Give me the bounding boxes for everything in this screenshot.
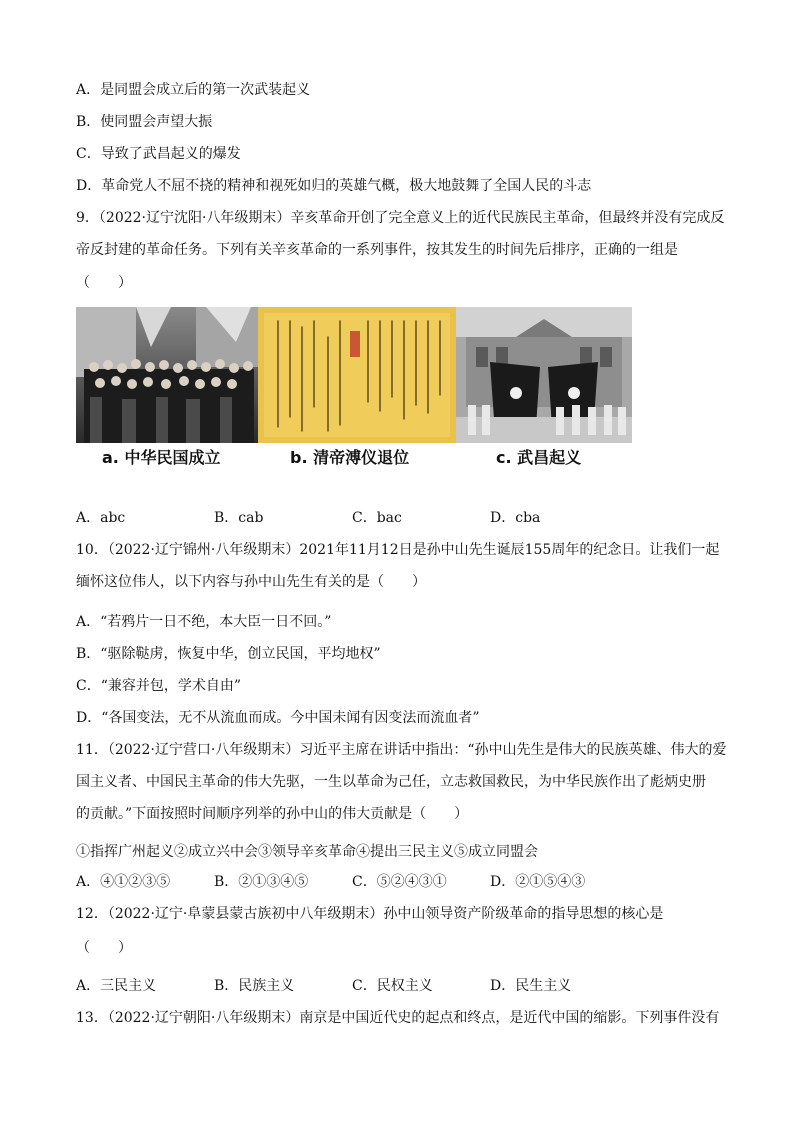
q11-option-b: B．②①③④⑤: [214, 874, 309, 890]
caption-b: b. 清帝溥仪退位: [290, 448, 410, 467]
q12-option-b: B．民族主义: [214, 978, 295, 994]
caption-a: a. 中华民国成立: [102, 448, 221, 467]
q9-photo-strip: [76, 307, 632, 445]
q12-answer-blank: （ ）: [76, 940, 132, 956]
q11-stem-line2: 国主义者、中国民主革命的伟大先驱，一生以革命为己任，立志救国救民，为中华民族作出了彪炳史册: [76, 774, 706, 790]
q9-option-c: C．bac: [352, 510, 402, 526]
q8-option-b: B．使同盟会声望大振: [76, 114, 213, 130]
caption-c: c. 武昌起义: [496, 448, 582, 467]
q9-option-d: D．cba: [490, 510, 541, 526]
q10-stem-line1: 10．（2022·辽宁锦州·八年级期末）2021年11月12日是孙中山先生诞辰155周年的纪念日。让我们一起: [76, 542, 720, 558]
photo-republic-founding: [76, 307, 258, 443]
q9-answer-blank: （ ）: [76, 275, 132, 291]
q10-option-d: D．“各国变法，无不从流血而成。今中国未闻有因变法而流血者”: [76, 710, 480, 726]
q8-option-a: A．是同盟会成立后的第一次武装起义: [76, 82, 311, 98]
q9-photo-captions: [76, 445, 632, 471]
q8-option-d: D．革命党人不屈不挠的精神和视死如归的英雄气概，极大地鼓舞了全国人民的斗志: [76, 178, 592, 194]
q8-option-c: C．导致了武昌起义的爆发: [76, 146, 241, 162]
q10-option-c: C．“兼容并包，学术自由”: [76, 678, 242, 694]
q12-option-d: D．民生主义: [490, 978, 572, 994]
q11-items: ①指挥广州起义②成立兴中会③领导辛亥革命④提出三民主义⑤成立同盟会: [76, 844, 538, 860]
q9-option-b: B．cab: [214, 510, 264, 526]
q11-option-c: C．⑤②④③①: [352, 874, 447, 890]
q12-option-c: C．民权主义: [352, 978, 433, 994]
q9-stem-line2: 帝反封建的革命任务。下列有关辛亥革命的一系列事件，按其发生的时间先后排序，正确的一组是: [76, 242, 678, 258]
q12-stem-line1: 12．（2022·辽宁·阜蒙县蒙古族初中八年级期末）孙中山领导资产阶级革命的指导思想的核心是: [76, 906, 664, 922]
photo-abdication-edict: [258, 307, 456, 443]
q11-stem-line3: 的贡献。”下面按照时间顺序列举的孙中山的伟大贡献是（ ）: [76, 806, 469, 822]
q12-option-a: A．三民主义: [76, 978, 157, 994]
q9-option-a: A．abc: [76, 510, 126, 526]
q10-option-a: A．“若鸦片一日不绝，本大臣一日不回。”: [76, 614, 332, 630]
q11-option-d: D．②①⑤④③: [490, 874, 586, 890]
q13-stem-line1: 13．（2022·辽宁朝阳·八年级期末）南京是中国近代史的起点和终点，是近代中国的缩影。下列事件没有: [76, 1010, 720, 1026]
q10-option-b: B．“驱除鞑虏，恢复中华，创立民国，平均地权”: [76, 646, 381, 662]
q11-stem-line1: 11．（2022·辽宁营口·八年级期末）习近平主席在讲话中指出：“孙中山先生是伟大的民族英雄、伟大的爱: [76, 742, 727, 758]
photo-wuchang-uprising: [456, 307, 632, 443]
q9-stem-line1: 9．（2022·辽宁沈阳·八年级期末）辛亥革命开创了完全意义上的近代民族民主革命，但最终并没有完成反: [76, 210, 725, 226]
q11-option-a: A．④①②③⑤: [76, 874, 171, 890]
q10-stem-line2: 缅怀这位伟人，以下内容与孙中山先生有关的是（ ）: [76, 574, 426, 590]
